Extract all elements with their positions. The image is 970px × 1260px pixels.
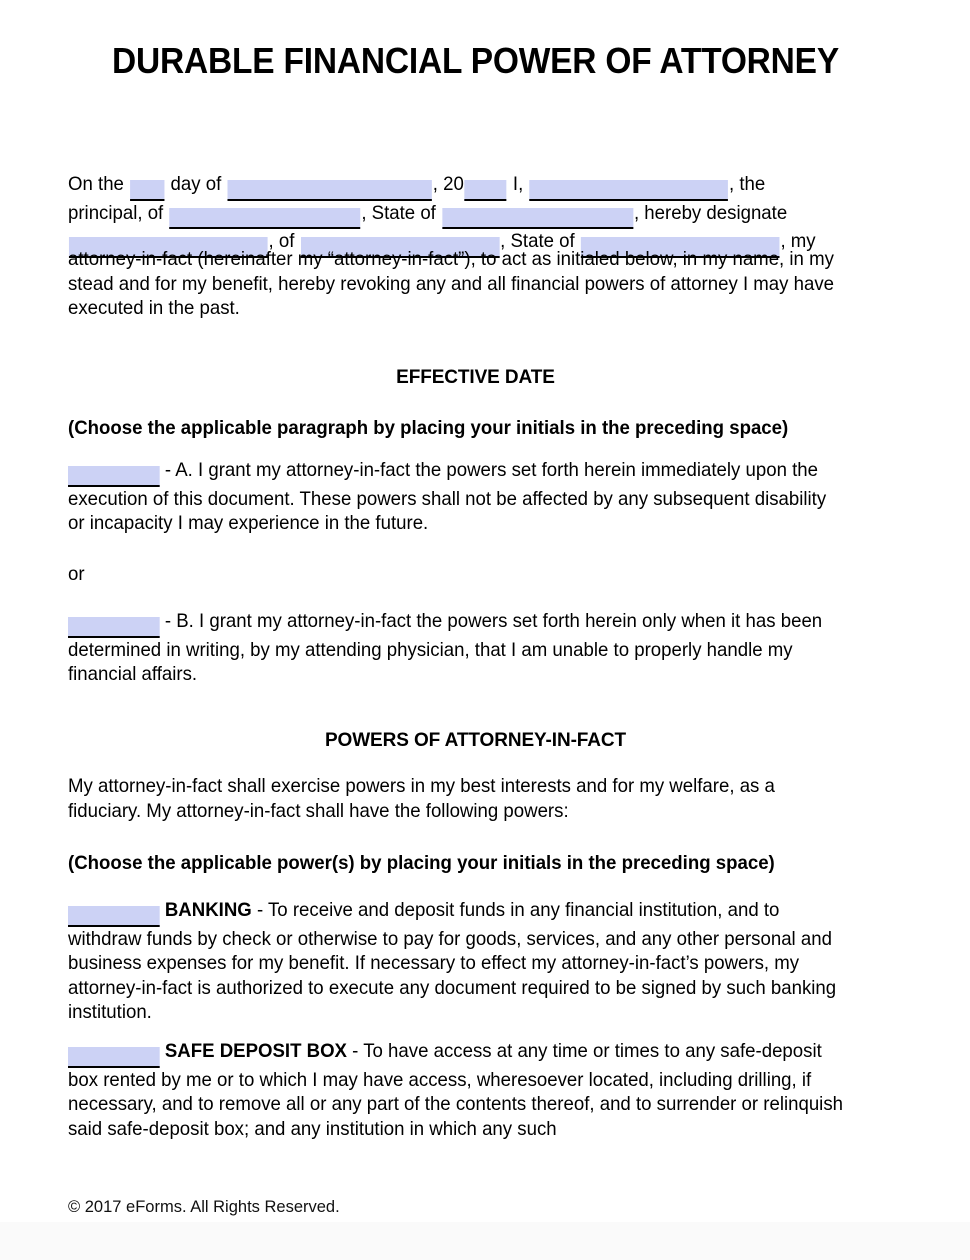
intro-text-of: , of bbox=[268, 230, 295, 252]
banking-text: To receive and deposit funds in any financial institution, and to withdraw funds by check or otherwise to pay for goods, services, and any other personal and business expenses for my benefit. If necessary to effect my attorney-in-fact’s powers, my attorney-in-fact is authorized to execute any document required to be signed by such banking institution. bbox=[68, 899, 837, 1023]
option-b-text: I grant my attorney-in-fact the powers set forth herein only when it has been determined in writing, by my attending physician, that I am unable to properly handle my financial affairs. bbox=[68, 610, 823, 685]
option-a-lead: - A. bbox=[164, 459, 193, 481]
intro-text-hereby-designate: , hereby designate bbox=[633, 201, 788, 224]
option-b-lead: - B. bbox=[164, 610, 194, 632]
footer-copyright: © 2017 eForms. All Rights Reserved. bbox=[68, 1198, 340, 1216]
intro-text-state-of-1: , State of bbox=[361, 201, 436, 224]
banking-label: BANKING bbox=[164, 899, 252, 921]
effective-date-instruction: (Choose the applicable paragraph by placing your initials in the preceding space) bbox=[68, 417, 789, 439]
or-label: or bbox=[68, 563, 85, 585]
banking-dash: - bbox=[256, 899, 264, 921]
power-item-safe-deposit-box bbox=[68, 1039, 846, 1141]
intro-text-day-of: day of bbox=[170, 173, 222, 195]
principal-city-field[interactable] bbox=[169, 208, 360, 229]
intro-text-i: I, bbox=[512, 173, 524, 195]
safe-deposit-box-initials-field[interactable] bbox=[68, 1047, 160, 1068]
safe-deposit-box-label: SAFE DEPOSIT BOX bbox=[164, 1040, 347, 1062]
power-item-banking bbox=[68, 898, 846, 1025]
safe-deposit-box-dash: - bbox=[352, 1040, 359, 1062]
safe-deposit-box-text: To have access at any time or times to any safe-deposit box rented by me or to which I may have access, wheresoever located, including drilling, if necessary, and to remove all or any part of the contents thereof, and to surrender or relinquish said safe-deposit box; and any institution in which any such bbox=[68, 1040, 843, 1140]
intro-text-on-the: On the bbox=[68, 173, 124, 195]
intro-text-principal-of: principal, of bbox=[68, 201, 164, 224]
intro-text-the: , the bbox=[729, 173, 766, 195]
page-title: DURABLE FINANCIAL POWER OF ATTORNEY bbox=[112, 40, 839, 81]
option-b-paragraph bbox=[68, 609, 846, 687]
powers-intro: My attorney-in-fact shall exercise powers in my best interests and for my welfare, as a fiduciary. My attorney-in-fact shall have the following powers: bbox=[68, 775, 775, 822]
option-a-text: I grant my attorney-in-fact the powers set forth herein immediately upon the execution of this document. These powers shall not be affected by any subsequent disability or incapacity I may experience in the future. bbox=[68, 459, 827, 534]
intro-text-comma-20: , 20 bbox=[432, 173, 464, 195]
section-heading-effective-date: EFFECTIVE DATE bbox=[396, 367, 555, 388]
option-a-paragraph bbox=[68, 458, 846, 536]
principal-state-field[interactable] bbox=[442, 208, 633, 229]
footer-band bbox=[0, 1222, 970, 1260]
intro-text-my: , my bbox=[780, 230, 816, 252]
intro-text-state-of-2: , State of bbox=[500, 230, 575, 252]
day-field[interactable] bbox=[130, 180, 164, 201]
year-field[interactable] bbox=[465, 180, 507, 201]
powers-instruction: (Choose the applicable power(s) by placing your initials in the preceding space) bbox=[68, 852, 775, 874]
section-heading-powers: POWERS OF ATTORNEY-IN-FACT bbox=[324, 730, 627, 751]
principal-name-field[interactable] bbox=[529, 180, 728, 201]
option-b-initials-field[interactable] bbox=[68, 617, 160, 638]
banking-initials-field[interactable] bbox=[68, 906, 160, 927]
option-a-initials-field[interactable] bbox=[68, 466, 160, 487]
intro-continuation: attorney-in-fact (hereinafter my “attorney-in-fact”), to act as initialed below, in my name, in my stead and for my benefit, hereby revoking any and all financial powers of attorney I may have executed in the past. bbox=[68, 248, 835, 319]
month-field[interactable] bbox=[227, 180, 431, 201]
intro-paragraph bbox=[68, 172, 846, 258]
